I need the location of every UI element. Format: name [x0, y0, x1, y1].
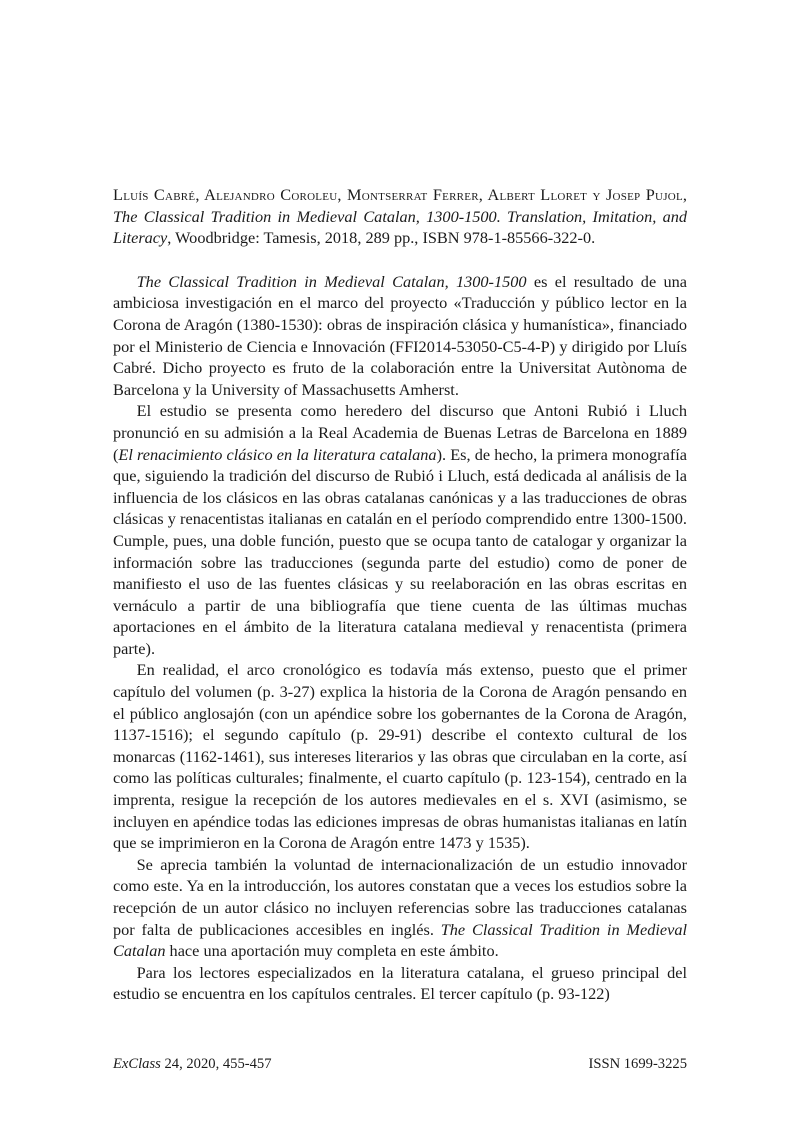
page-footer [113, 1055, 687, 1073]
paragraph-2-run-1: El renacimiento clásico en la literatura catalana [118, 444, 437, 464]
paragraph-2 [113, 400, 687, 659]
paragraph-4-run-0: Se aprecia también la voluntad de internacionalización de un estudio innovador como este. Ya en la introducción, los autores constatan que a veces los estudios sobre la recepción de un autor clásico no incluyen referencias sobre las traducciones catalanas por falta de publicaciones accesibles en inglés. [113, 854, 687, 939]
paragraph-1-run-1: es el resultado de una ambiciosa investigación en el marco del proyecto «Traducción y público lector en la Corona de Aragón (1380-1530): obras de inspiración clásica y humanística», financiado por el Ministerio de Ciencia e Innovación (FFI2014-53050-C5-4-P) y dirigido por Lluís Cabré. Dicho proyecto es fruto de la colaboración entre la Universitat Autònoma de Barcelona y la University of Massachusetts Amherst. [113, 271, 687, 399]
paragraph-2-run-2: ). Es, de hecho, la primera monografía que, siguiendo la tradición del discurso de Rubió i Lluch, está dedicada al análisis de la influencia de los clásicos en las obras catalanas canónicas y a las traducciones de obras clásicas y renacentistas italianas en catalán en el período comprendido entre 1300-1500. Cumple, pues, una doble función, puesto que se ocupa tanto de catalogar y organizar la información sobre las traducciones (segunda parte del estudio) como de poner de manifiesto el uso de las fuentes clásicas y su reelaboración en las obras escritas en vernáculo a partir de una bibliografía que tiene cuenta de las últimas muchas aportaciones en el ámbito de la literatura catalana medieval y renacentista (primera parte). [113, 444, 687, 658]
reference-title: The Classical Tradition in Medieval Catalan, 1300-1500. Translation, Imitation, and Literacy [113, 206, 687, 248]
paragraph-1-run-0: The Classical Tradition in Medieval Catalan, 1300-1500 [136, 271, 527, 291]
paragraph-5 [113, 962, 687, 1005]
paragraph-4-run-1: The Classical Tradition in Medieval Catalan [113, 919, 687, 961]
footer-issn: ISSN 1699-3225 [588, 1056, 687, 1072]
footer-citation-detail: 24, 2020, 455-457 [160, 1056, 272, 1072]
footer-journal-name: ExClass [113, 1056, 161, 1072]
paragraph-3 [113, 659, 687, 853]
paragraph-5-run-0: Para los lectores especializados en la literatura catalana, el grueso principal del estudio se encuentra en los capítulos centrales. El tercer capítulo (p. 93-122) [113, 962, 687, 1004]
reference-header [113, 184, 687, 249]
paragraph-4 [113, 854, 687, 962]
footer-citation [113, 1055, 272, 1073]
reference-separator: , [682, 185, 687, 204]
paragraph-1 [113, 271, 687, 401]
text-block [113, 184, 687, 1005]
paragraph-2-run-0: El estudio se presenta como heredero del discurso que Antoni Rubió i Lluch pronunció en su admisión a la Real Academia de Buenas Letras de Barcelona en 1889 ( [113, 401, 687, 464]
paragraph-4-run-2: hace una aportación muy completa en este ámbito. [165, 941, 499, 961]
reference-authors: Lluís Cabré, Alejandro Coroleu, Montserrat Ferrer, Albert Lloret y Josep Pujol [113, 185, 683, 204]
body-text [113, 271, 687, 1005]
paragraph-3-run-0: En realidad, el arco cronológico es todavía más extenso, puesto que el primer capítulo del volumen (p. 3-27) explica la historia de la Corona de Aragón pensando en el público anglosajón (con un apéndice sobre los gobernantes de la Corona de Aragón, 1137-1516); el segundo capítulo (p. 29-91) describe el contexto cultural de los monarcas (1162-1461), sus intereses literarios y las obras que circulaban en la corte, así como las políticas culturales; finalmente, el cuarto capítulo (p. 123-154), centrado en la imprenta, resigue la recepción de los autores medievales en el s. XVI (asimismo, se incluyen en apéndice todas las ediciones impresas de obras humanistas italianas en latín que se imprimieron en la Corona de Aragón entre 1473 y 1535). [113, 660, 687, 853]
reference-imprint: , Woodbridge: Tamesis, 2018, 289 pp., ISBN 978-1-85566-322-0. [167, 228, 596, 248]
